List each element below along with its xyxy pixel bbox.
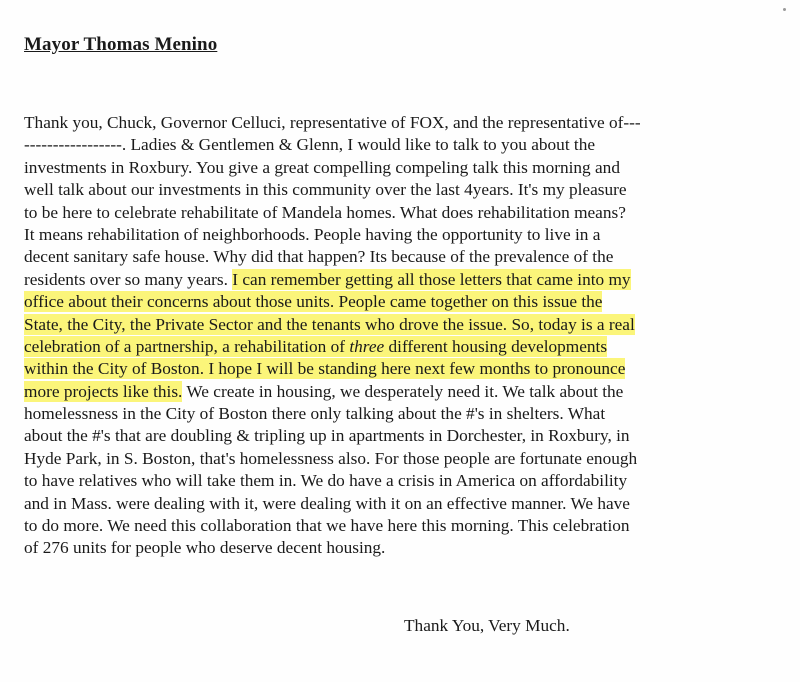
signoff: Thank You, Very Much.: [404, 616, 570, 635]
body-line-14: homelessness in the City of Boston there only talking about the #'s in shelters. What: [24, 404, 606, 424]
highlighted-text: I can remember getting all those letters that came into my: [232, 269, 631, 289]
body-line-17: to have relatives who will take them in. We do have a crisis in America on affordability: [24, 471, 628, 491]
body-line-15: about the #'s that are doubling & tripling up in apartments in Dorchester, in Roxbury, in: [24, 426, 630, 446]
body-line-2: -----------------. Ladies & Gentlemen & Glenn, I would like to talk to you about the: [24, 135, 596, 155]
highlighted-text: celebration of a partnership, a rehabilitation of: [24, 336, 350, 356]
body-line-18: and in Mass. were dealing with it, were dealing with it on an effective manner. We have: [24, 493, 630, 513]
body-line-16: Hyde Park, in S. Boston, that's homelessness also. For those people are fortunate enough: [24, 448, 638, 468]
body-line-11: [24, 336, 784, 358]
scan-speck: [783, 8, 786, 11]
highlighted-italic-text: three: [349, 336, 385, 356]
body-line-3: investments in Roxbury. You give a great compelling compeling talk this morning and: [24, 157, 620, 177]
body-line-8: [24, 269, 784, 291]
speech-body: [24, 112, 784, 560]
body-text-plain: residents over so many years.: [24, 269, 233, 289]
body-line-6: It means rehabilitation of neighborhoods. People having the opportunity to live in a: [24, 224, 601, 244]
body-line-10: [24, 314, 784, 336]
highlighted-text: office about their concerns about those units. People came together on this issue the: [24, 292, 603, 312]
body-text-plain: We create in housing, we desperately need it. We talk about the: [182, 381, 624, 401]
body-line-19: to do more. We need this collaboration that we have here this morning. This celebration: [24, 516, 630, 536]
highlighted-text: within the City of Boston. I hope I will be standing here next few months to pronounce: [24, 359, 626, 379]
highlighted-text: different housing developments: [384, 336, 608, 356]
body-line-13: [24, 381, 784, 403]
speech-title: Mayor Thomas Menino: [24, 34, 218, 55]
body-line-4: well talk about our investments in this community over the last 4years. It's my pleasure: [24, 180, 627, 200]
body-line-20: of 276 units for people who deserve decent housing.: [24, 538, 386, 558]
highlighted-text: State, the City, the Private Sector and the tenants who drove the issue. So, today is a real: [24, 314, 635, 334]
body-line-5: to be here to celebrate rehabilitate of Mandela homes. What does rehabilitation means?: [24, 202, 626, 222]
highlighted-text: more projects like this.: [24, 381, 183, 401]
body-line-7: decent sanitary safe house. Why did that happen? Its because of the prevalence of the: [24, 247, 614, 267]
body-line-12: [24, 358, 784, 380]
body-line-9: [24, 291, 784, 313]
body-line-1: Thank you, Chuck, Governor Celluci, representative of FOX, and the representative of---: [24, 113, 641, 132]
